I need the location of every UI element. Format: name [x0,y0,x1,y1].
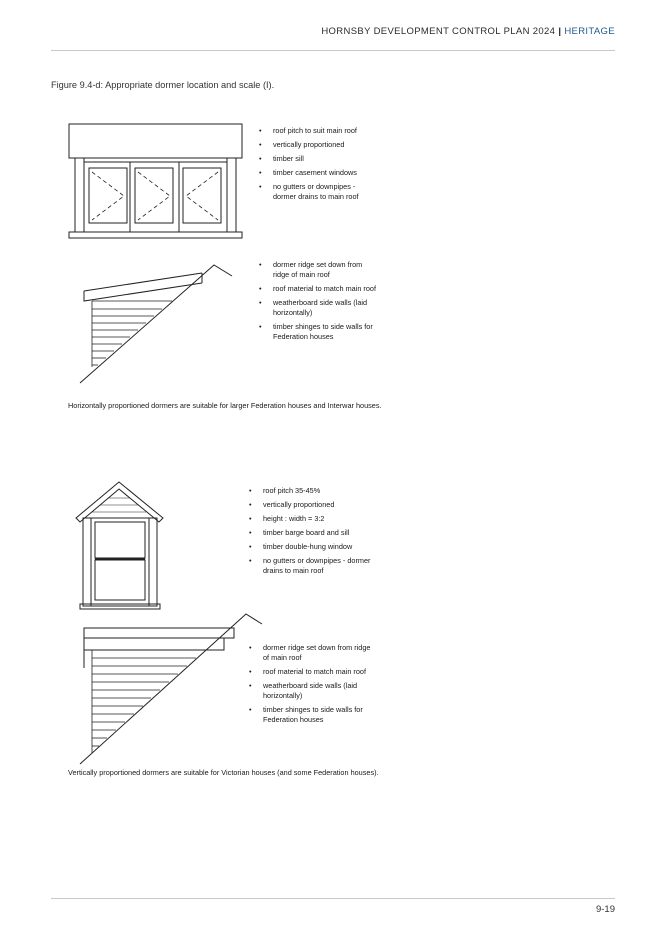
dormer-2-side-section [0,608,280,768]
note-item: • timber double-hung window [249,542,375,552]
dormer-1-side-notes [259,260,379,346]
dormer-2-front-elevation [0,478,240,613]
note-item: • dormer ridge set down from ridge of main roof [259,260,379,280]
note-item: • roof pitch 35-45% [249,486,375,496]
note-item: • vertically proportioned [249,500,375,510]
note-item: • roof material to match main roof [249,667,375,677]
header-section: HERITAGE [564,26,615,37]
note-item: • no gutters or downpipes - dormer drains to main roof [259,182,379,202]
note-item: • timber barge board and sill [249,528,375,538]
figure-title: Figure 9.4-d: Appropriate dormer location and scale (I). [51,80,275,90]
dormer-1-front-elevation [0,118,260,243]
note-item: • timber shinges to side walls for Federation houses [259,322,379,342]
note-item: • weatherboard side walls (laid horizontally) [259,298,379,318]
note-item: • roof pitch to suit main roof [259,126,379,136]
note-item: • timber shinges to side walls for Federation houses [249,705,375,725]
note-item: • timber casement windows [259,168,379,178]
footer-rule [51,898,615,899]
note-item: • dormer ridge set down from ridge of main roof [249,643,375,663]
note-item: • vertically proportioned [259,140,379,150]
running-header [321,26,615,37]
note-item: • height : width = 3:2 [249,514,375,524]
note-item: • roof material to match main roof [259,284,379,294]
page-number: 9-19 [595,904,615,915]
dormer-1-front-notes [259,126,379,206]
header-document-title: HORNSBY DEVELOPMENT CONTROL PLAN 2024 [321,26,556,37]
note-item: • no gutters or downpipes - dormer drains to main roof [249,556,375,576]
header-separator: | [558,26,562,37]
dormer-2-front-notes [249,486,375,580]
note-item: • weatherboard side walls (laid horizontally) [249,681,375,701]
figure-caption-1: Horizontally proportioned dormers are suitable for larger Federation houses and Interwar houses. [68,401,382,410]
dormer-1-side-section [0,255,260,390]
figure-caption-2: Vertically proportioned dormers are suitable for Victorian houses (and some Federation houses). [68,768,379,777]
dormer-2-side-notes [249,643,375,729]
header-rule [51,50,615,51]
note-item: • timber sill [259,154,379,164]
